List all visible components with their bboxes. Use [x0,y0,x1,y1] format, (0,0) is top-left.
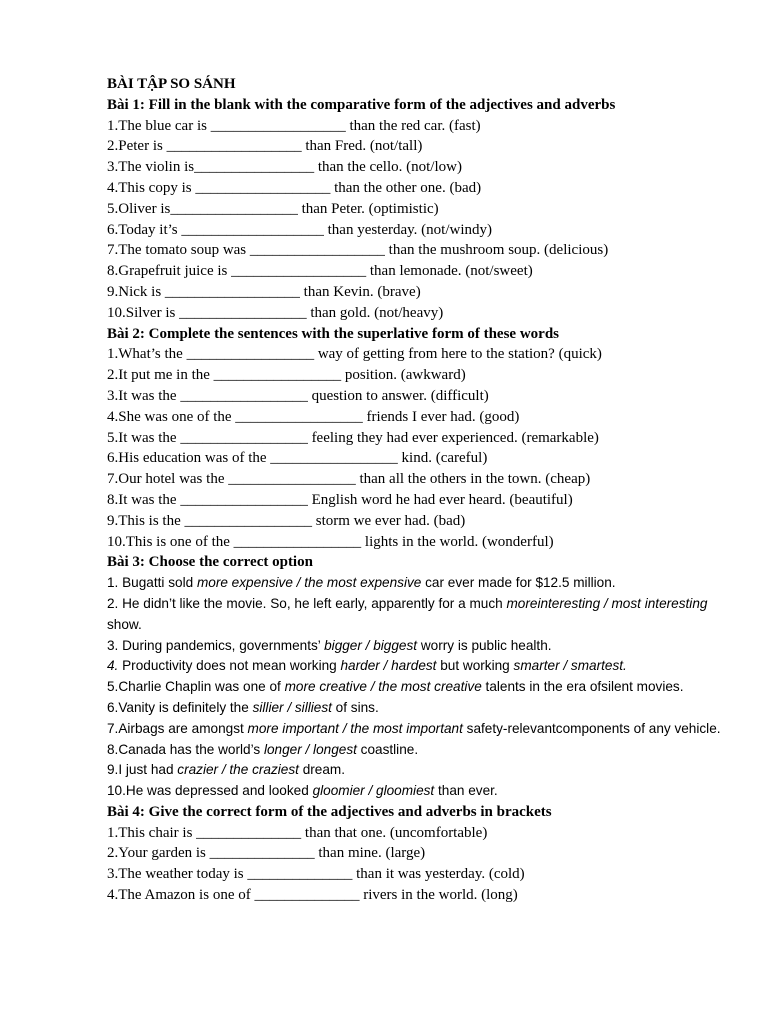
sentence-text: 10.He was depressed and looked [107,783,313,799]
exercise-4 [107,802,728,906]
exercise-2-item: 6.His education was of the _________________ kind. (careful) [107,450,488,467]
answer-options: more creative / the most creative [284,679,482,695]
exercise-1-item: 2.Peter is __________________ than Fred. (not/tall) [107,138,423,155]
sentence-text: car ever made for $12.5 million. [421,575,616,591]
exercise-1-item: 3.The violin is________________ than the cello. (not/low) [107,159,462,176]
sentence-text: worry is public health. [417,637,552,653]
exercise-1-heading: Bài 1: Fill in the blank with the comparative form of the adjectives and adverbs [107,96,616,113]
sentence-text: 7.Airbags are amongst [107,720,248,736]
exercise-2-item: 2.It put me in the _________________ position. (awkward) [107,367,466,384]
exercise-2-item: 5.It was the _________________ feeling they had ever experienced. (remarkable) [107,429,599,446]
sentence-text: 5.Charlie Chaplin was one of [107,679,285,695]
exercise-1-item: 8.Grapefruit juice is __________________ than lemonade. (not/sweet) [107,263,533,280]
exercise-4-item: 1.This chair is ______________ than that one. (uncomfortable) [107,824,488,841]
exercise-2-heading: Bài 2: Complete the sentences with the superlative form of these words [107,325,560,342]
exercise-3-item [107,781,728,802]
exercise-3-items [107,573,728,802]
sentence-text: 9.I just had [107,762,178,778]
exercise-2-item: 1.What’s the _________________ way of getting from here to the station? (quick) [107,346,602,363]
exercise-3-item [107,573,728,594]
document-title: BÀI TẬP SO SÁNH [107,76,236,92]
exercise-4-heading: Bài 4: Give the correct form of the adjectives and adverbs in brackets [107,803,552,820]
exercise-3 [107,552,728,802]
exercise-2-item: 3.It was the _________________ question to answer. (difficult) [107,387,489,404]
exercise-1 [107,95,728,324]
sentence-text: of sins. [331,699,379,715]
sentence-text: 2. He didn’t like the movie. So, he left early, apparently for a much [107,595,507,611]
exercise-3-item [107,719,728,740]
answer-options: bigger / biggest [324,637,418,653]
sentence-text: dream. [298,762,346,778]
exercise-2-item: 9.This is the _________________ storm we ever had. (bad) [107,512,466,529]
sentence-text: Productivity does not mean working [118,658,341,674]
exercise-4-item: 3.The weather today is ______________ than it was yesterday. (cold) [107,866,525,883]
answer-options: gloomier / gloomiest [312,783,435,799]
exercise-3-item [107,698,728,719]
sentence-text: safety-relevantcomponents of any vehicle. [462,720,721,736]
exercise-2 [107,324,728,553]
exercise-3-item [107,594,728,636]
exercise-2-item: 8.It was the _________________ English word he had ever heard. (beautiful) [107,491,573,508]
exercise-2-item: 7.Our hotel was the _________________ than all the others in the town. (cheap) [107,471,591,488]
answer-options: smarter / smartest. [513,658,627,674]
exercise-3-item [107,740,728,761]
exercise-2-item: 4.She was one of the _________________ friends I ever had. (good) [107,408,520,425]
answer-options: 4. [107,658,119,674]
exercise-1-item: 1.The blue car is __________________ than the red car. (fast) [107,117,481,134]
exercise-1-item: 7.The tomato soup was __________________ than the mushroom soup. (delicious) [107,242,609,259]
answer-options: harder / hardest [340,658,437,674]
exercise-3-item [107,677,728,698]
exercise-3-item [107,636,728,657]
exercise-3-item [107,760,728,781]
sentence-text: talents in the era ofsilent movies. [481,679,684,695]
sentence-text: coastline. [356,741,419,757]
sentence-text: 6.Vanity is definitely the [107,699,253,715]
answer-options: more expensive / the most expensive [196,575,422,591]
exercise-3-heading: Bài 3: Choose the correct option [107,554,313,571]
answer-options: more important / the most important [247,720,463,736]
answer-options: crazier / the craziest [177,762,299,778]
answer-options: sillier / silliest [252,699,332,715]
exercise-4-item: 4.The Amazon is one of ______________ rivers in the world. (long) [107,887,518,904]
sentence-text: than ever. [434,783,498,799]
sentence-text: but working [436,658,514,674]
exercise-1-item: 10.Silver is _________________ than gold. (not/heavy) [107,304,444,321]
sentence-text: 8.Canada has the world’s [107,741,264,757]
exercise-1-item: 5.Oliver is_________________ than Peter. (optimistic) [107,200,439,217]
exercise-4-item: 2.Your garden is ______________ than mine. (large) [107,845,426,862]
answer-options: moreinteresting / most interesting [506,595,708,611]
sentence-text: 3. During pandemics, governments’ [107,637,325,653]
exercise-1-item: 6.Today it’s ___________________ than yesterday. (not/windy) [107,221,493,238]
exercise-1-item: 4.This copy is __________________ than the other one. (bad) [107,179,482,196]
exercise-1-item: 9.Nick is __________________ than Kevin. (brave) [107,283,421,300]
answer-options: longer / longest [263,741,357,757]
exercise-3-item [107,656,728,677]
sentence-text: 1. Bugatti sold [107,575,197,591]
sentence-text: show. [107,616,142,632]
exercise-2-item: 10.This is one of the _________________ lights in the world. (wonderful) [107,533,554,550]
